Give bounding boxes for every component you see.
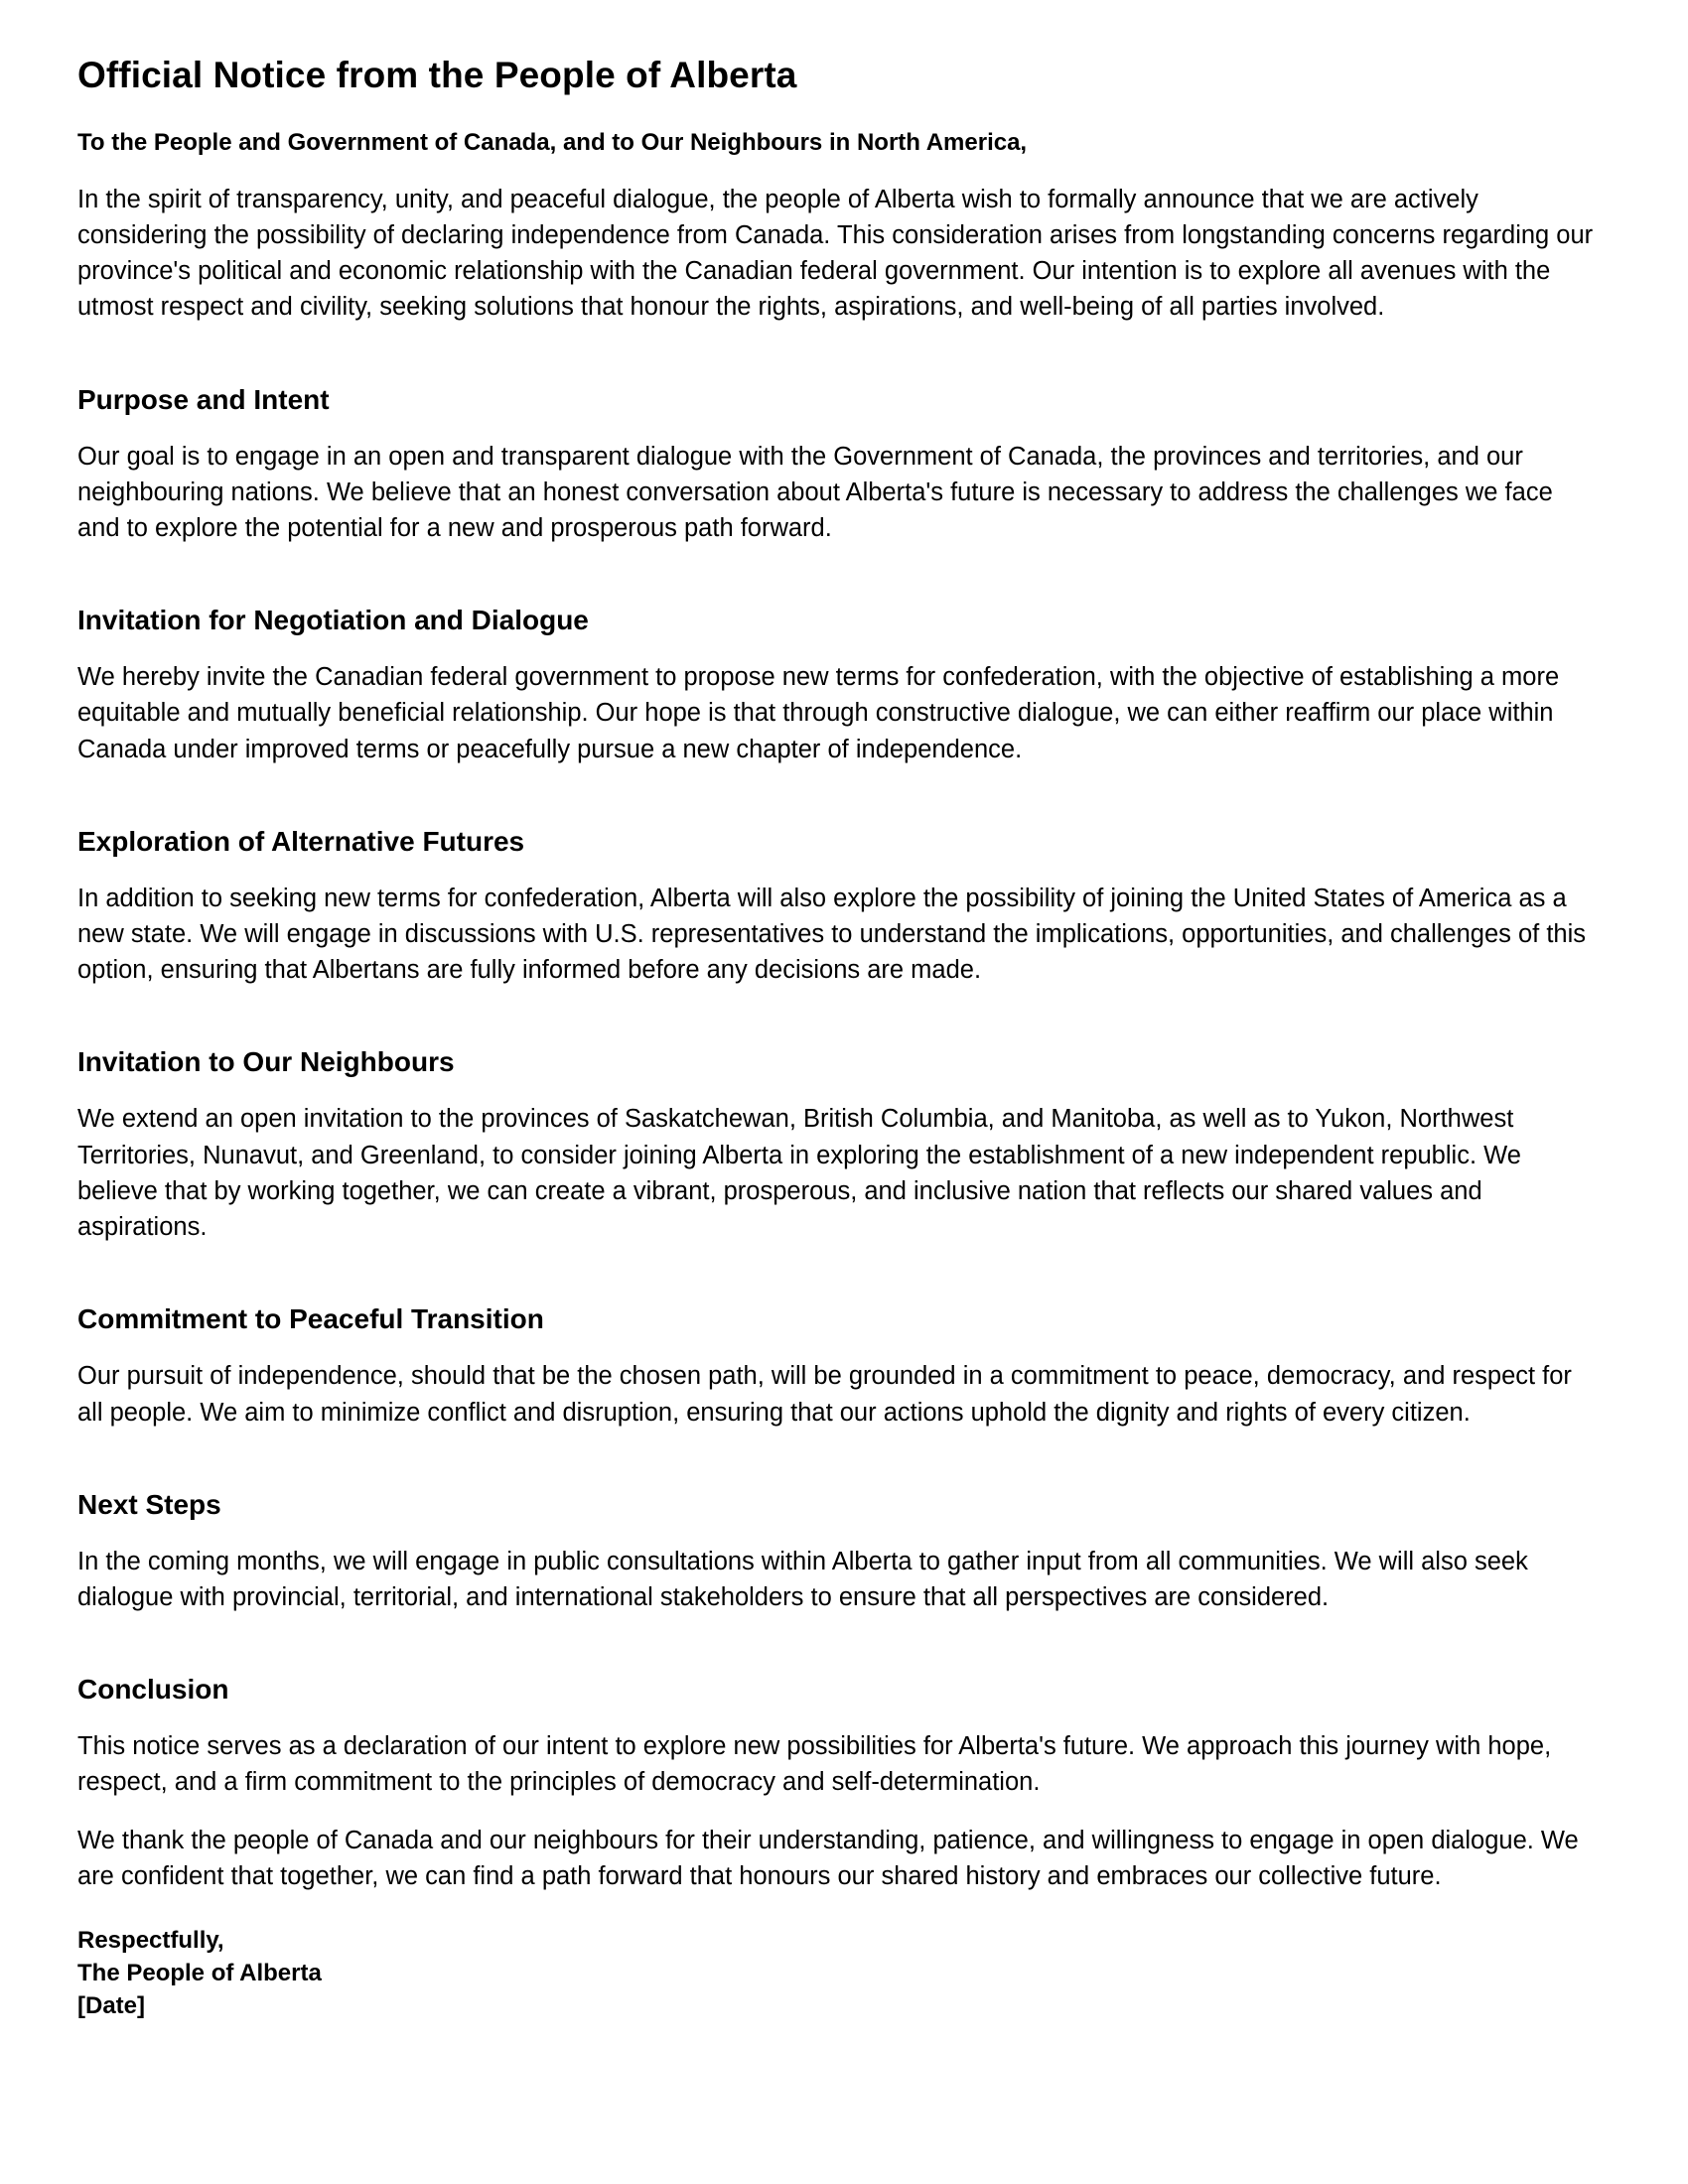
signature-date: [Date] <box>77 1992 146 2020</box>
section-commitment-to-peaceful-transition <box>77 1301 1597 1430</box>
section-paragraph: We hereby invite the Canadian federal government to propose new terms for confederation, with the objective of establishing a more equitable and mutually beneficial relationship. Our hope is that through constructive dialogue, we can either reaffirm our place within Canada under improved terms or peacefully pursue a new chapter of independence. <box>77 663 1560 763</box>
section-heading: Next Steps <box>77 1488 221 1520</box>
notice-document <box>77 48 1597 2022</box>
section-next-steps <box>77 1487 1597 1615</box>
section-paragraph: Our pursuit of independence, should that be the chosen path, will be grounded in a commitment to peace, democracy, and respect for all people. We aim to minimize conflict and disruption, ensuring that our actions uphold the dignity and rights of every citizen. <box>77 1362 1572 1427</box>
section-conclusion <box>77 1672 1597 1894</box>
section-paragraph: Our goal is to engage in an open and transparent dialogue with the Government of Canada, the provinces and territories, and our neighbouring nations. We believe that an honest conversation about Alberta's future is necessary to address the challenges we face and to explore the potential for a new and prosperous path forward. <box>77 442 1553 543</box>
section-exploration-of-alternative-futures <box>77 824 1597 989</box>
section-heading: Invitation to Our Neighbours <box>77 1046 455 1078</box>
signature-closing: Respectfully, <box>77 1926 224 1954</box>
section-heading: Purpose and Intent <box>77 383 330 415</box>
section-paragraph: We thank the people of Canada and our neighbours for their understanding, patience, and willingness to engage in open dialogue. We are confident that together, we can find a path forward that honours our shared history and embraces our collective future. <box>77 1826 1579 1890</box>
document-salutation: To the People and Government of Canada, and to Our Neighbours in North America, <box>77 128 1028 156</box>
section-invitation-to-our-neighbours <box>77 1044 1597 1245</box>
lead-paragraph: In the spirit of transparency, unity, and peaceful dialogue, the people of Alberta wish to formally announce that we are actively considering the possibility of declaring independence from Canada. This consideration arises from longstanding concerns regarding our province's political and economic relationship with the Canadian federal government. Our intention is to explore all avenues with the utmost respect and civility, seeking solutions that honour the rights, aspirations, and well-being of all parties involved. <box>77 185 1594 322</box>
signature-signer: The People of Alberta <box>77 1960 322 1987</box>
section-paragraph: We extend an open invitation to the provinces of Saskatchewan, British Columbia, and Manitoba, as well as to Yukon, Northwest Territories, Nunavut, and Greenland, to consider joining Alberta in exploring the establishment of a new independent republic. We believe that by working together, we can create a vibrant, prosperous, and inclusive nation that reflects our shared values and aspirations. <box>77 1105 1521 1242</box>
section-paragraph: In the coming months, we will engage in public consultations within Alberta to gather input from all communities. We will also seek dialogue with provincial, territorial, and international stakeholders to ensure that all perspectives are considered. <box>77 1547 1528 1611</box>
section-heading: Commitment to Peaceful Transition <box>77 1303 544 1335</box>
section-purpose-and-intent <box>77 382 1597 547</box>
page-title: Official Notice from the People of Alberta <box>77 55 797 95</box>
section-heading: Invitation for Negotiation and Dialogue <box>77 605 589 636</box>
section-heading: Conclusion <box>77 1674 229 1706</box>
section-paragraph: In addition to seeking new terms for confederation, Alberta will also explore the possibility of joining the United States of America as a new state. We will engage in discussions with U.S. representatives to understand the implications, opportunities, and challenges of this option, ensuring that Albertans are fully informed before any decisions are made. <box>77 884 1587 985</box>
section-paragraph: This notice serves as a declaration of our intent to explore new possibilities for Alberta's future. We approach this journey with hope, respect, and a firm commitment to the principles of democracy and self-determination. <box>77 1732 1552 1797</box>
section-invitation-for-negotiation-and-dialogue <box>77 603 1597 767</box>
signature-block <box>77 1924 1597 2022</box>
section-heading: Exploration of Alternative Futures <box>77 825 525 857</box>
